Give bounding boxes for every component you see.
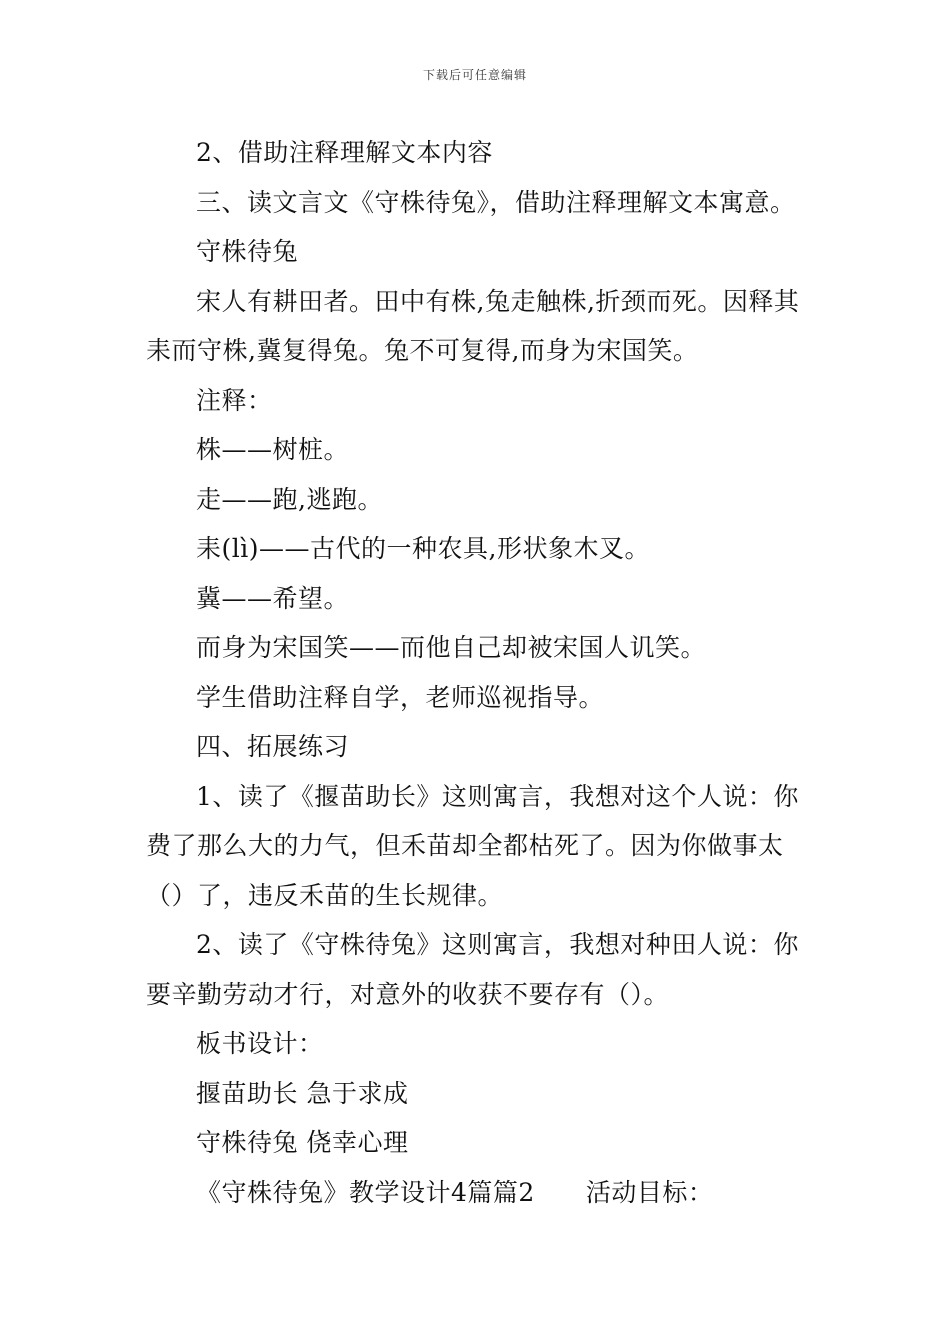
paragraph-exercise-2: 2、读了《守株待兔》这则寓言，我想对种田人说：你要辛勤劳动才行，对意外的收获不要存有（）。 xyxy=(146,930,799,1009)
paragraph-section-4-heading: 四、拓展练习 xyxy=(196,732,350,761)
paragraph-board-design-heading: 板书设计： xyxy=(196,1029,324,1058)
page-header: 下载后可任意编辑 xyxy=(422,68,527,82)
paragraph-note-zhu: 株——树桩。 xyxy=(196,435,350,464)
paragraph-next-section-title: 《守株待兔》教学设计4篇篇2 活动目标： xyxy=(196,1177,714,1207)
paragraph-fable-title: 守株待兔 xyxy=(196,237,299,266)
paragraph-step-2: 2、借助注释理解文本内容 xyxy=(196,138,493,167)
paragraph-exercise-1: 1、读了《揠苗助长》这则寓言，我想对这个人说：你费了那么大的力气，但禾苗却全都枯死了。因为你做事太（）了，违反禾苗的生长规律。 xyxy=(146,781,799,910)
document-body xyxy=(146,128,810,1217)
paragraph-note-zou: 走——跑,逃跑。 xyxy=(196,484,383,514)
paragraph-board-line-2: 守株待兔 侥幸心理 xyxy=(196,1128,409,1157)
paragraph-notes-heading: 注释： xyxy=(196,385,273,415)
paragraph-self-study: 学生借助注释自学，老师巡视指导。 xyxy=(196,682,605,712)
paragraph-note-ji: 冀——希望。 xyxy=(196,583,350,613)
paragraph-board-line-1: 揠苗助长 急于求成 xyxy=(196,1078,409,1108)
paragraph-note-lei: 耒(lì)——古代的一种农具,形状象木叉。 xyxy=(196,534,650,563)
paragraph-fable-text: 宋人有耕田者。田中有株,兔走触株,折颈而死。因释其耒而守株,冀复得兔。兔不可复得,而身为宋国笑。 xyxy=(146,286,800,365)
paragraph-section-3-heading: 三、读文言文《守株待兔》，借助注释理解文本寓意。 xyxy=(196,187,796,217)
paragraph-note-shen: 而身为宋国笑——而他自己却被宋国人讥笑。 xyxy=(196,633,707,662)
